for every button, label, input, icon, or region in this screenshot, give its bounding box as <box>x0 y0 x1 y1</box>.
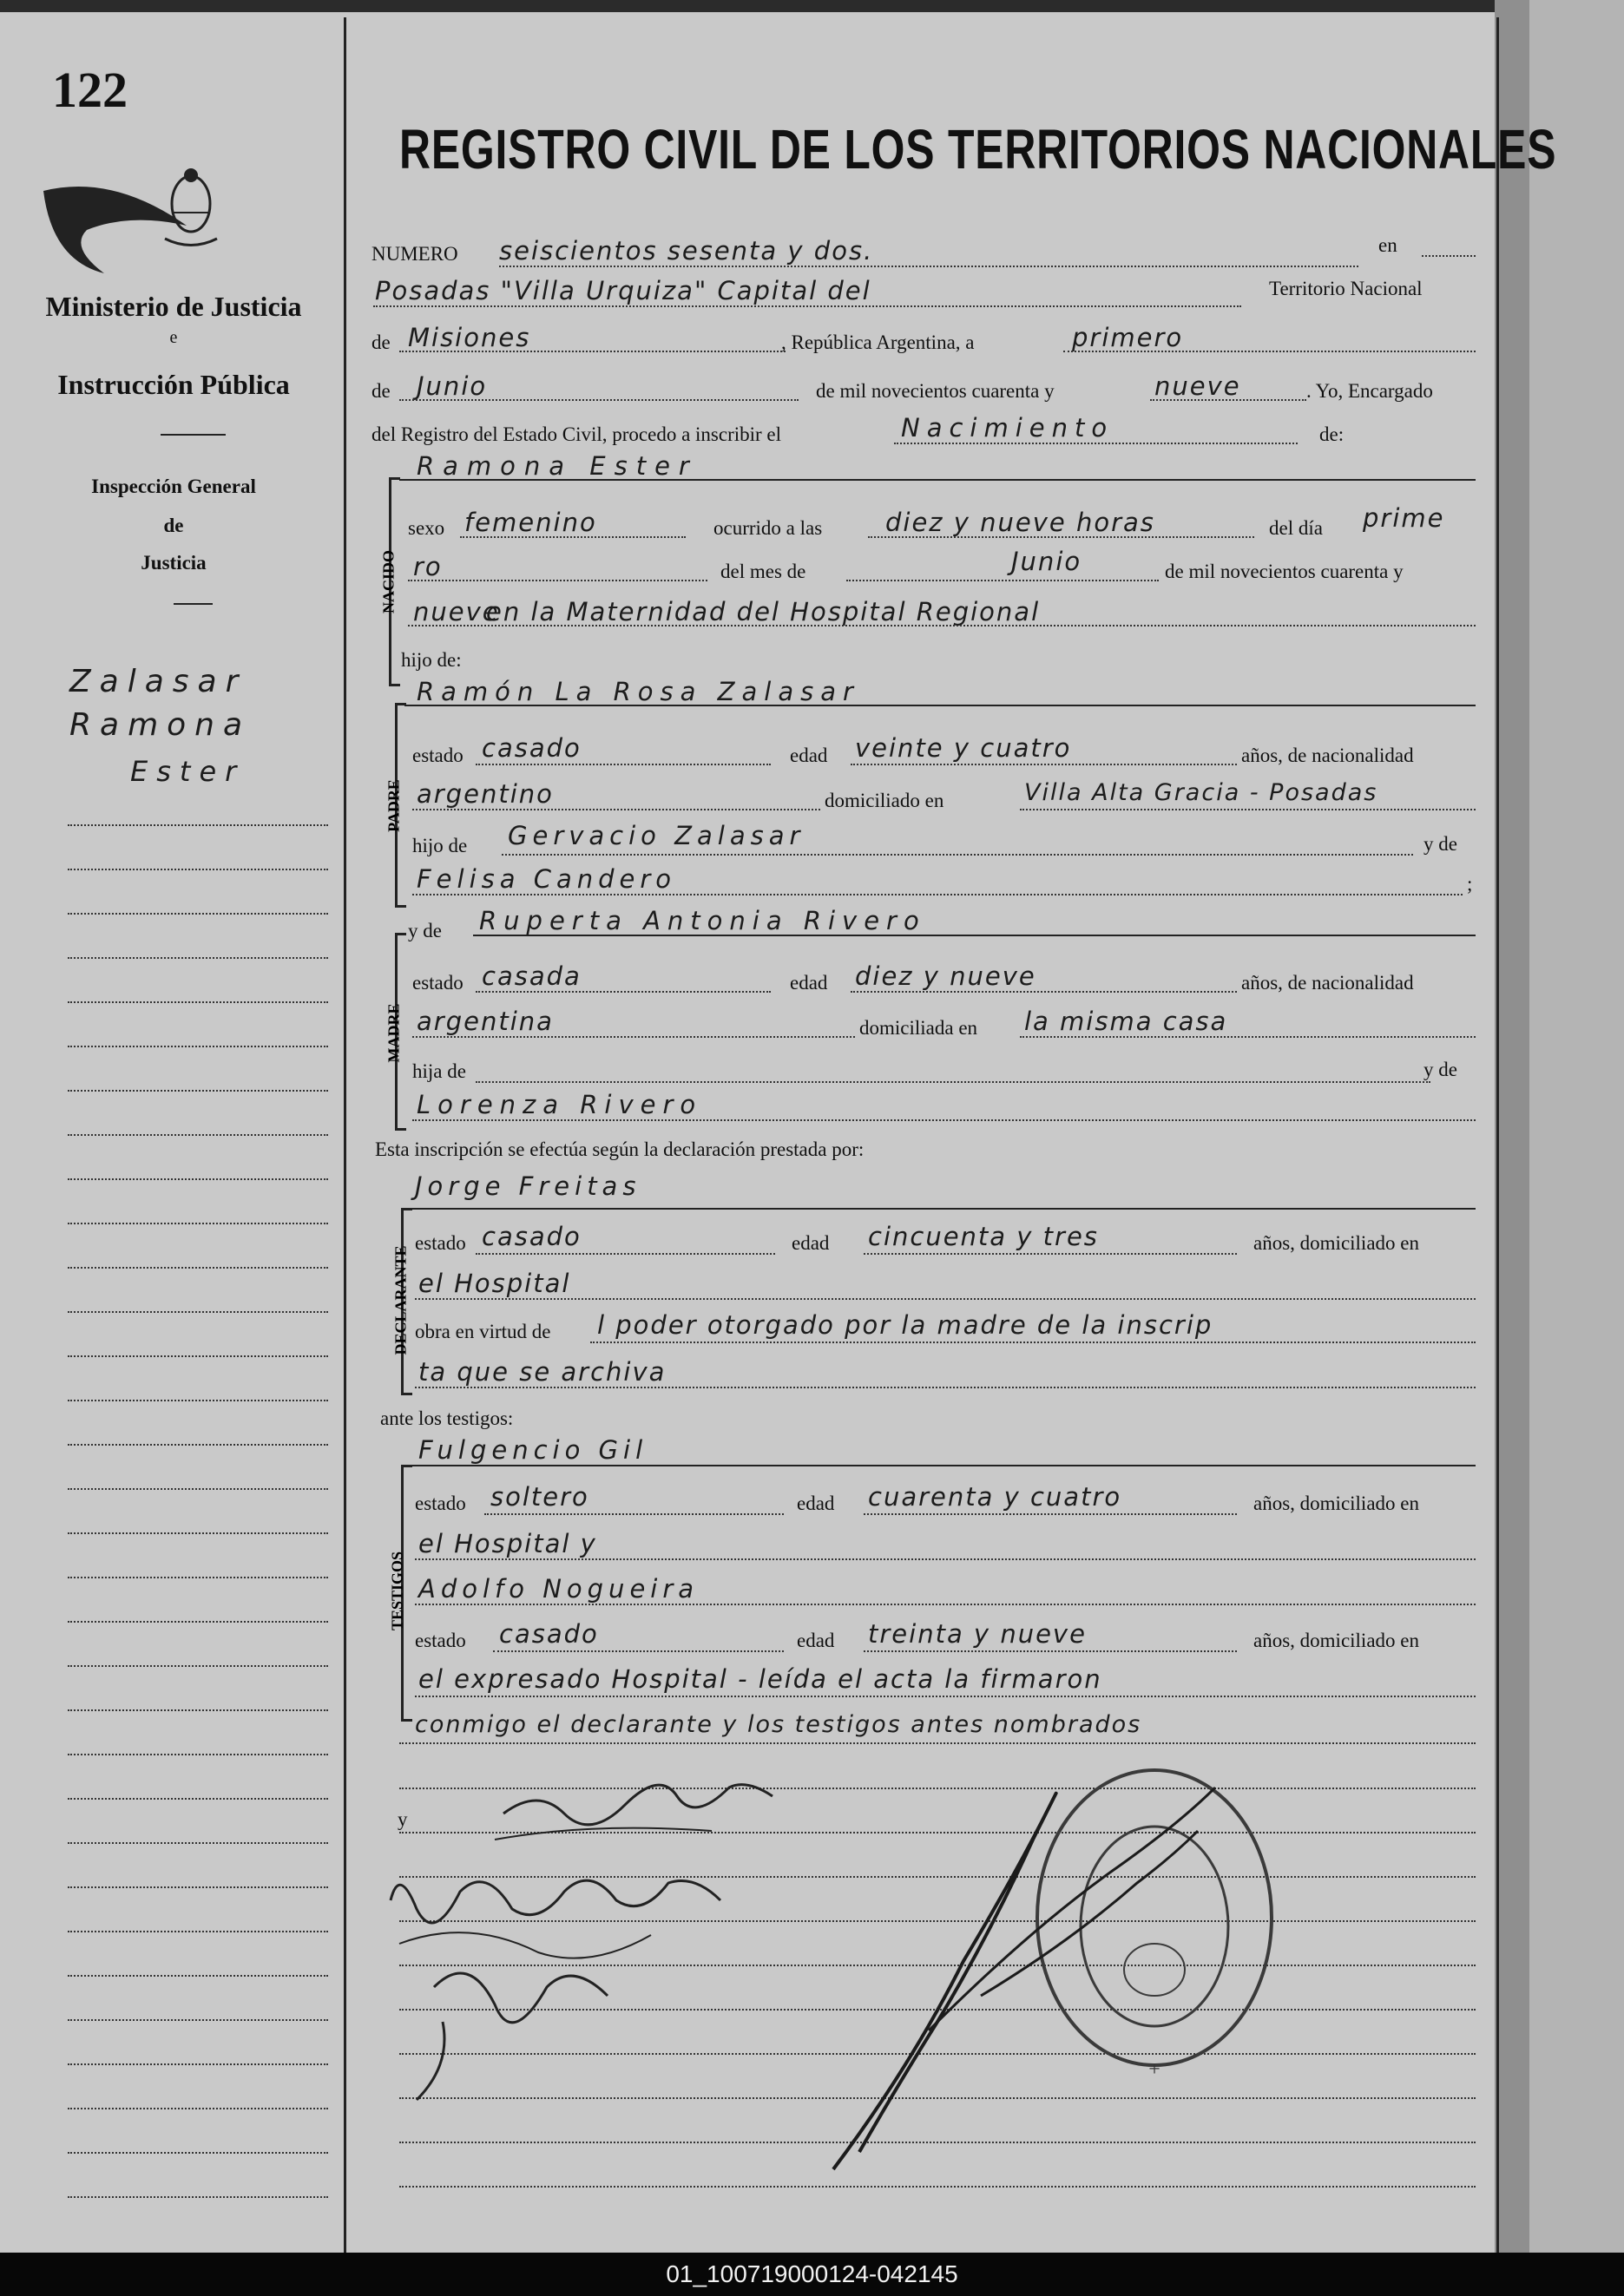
value-testigo2-edad: treinta y nueve <box>868 1619 1087 1649</box>
register-title: REGISTRO CIVIL DE LOS TERRITORIOS NACIONALES <box>399 118 1557 180</box>
label-de-mil: de mil novecientos cuarenta y <box>816 380 1055 402</box>
value-padre-madre: Felisa Candero <box>417 864 677 894</box>
value-padre-estado: casado <box>482 733 582 763</box>
label-republica: , República Argentina, a <box>781 331 975 353</box>
official-signature <box>807 1735 1293 2187</box>
label-sexo: sexo <box>408 517 445 539</box>
ministry-and: e <box>169 328 178 347</box>
margin-ruled-line <box>68 2063 328 2065</box>
value-obra-1: l poder otorgado por la madre de la inscrip <box>597 1310 1213 1340</box>
value-padre-padre: Gervacio Zalasar <box>508 821 805 850</box>
value-cierre-1: el expresado Hospital - leída el acta la firmaron <box>418 1664 1102 1694</box>
label-yo: . Yo, Encargado <box>1306 380 1433 402</box>
label-de-colon: de: <box>1319 423 1345 445</box>
margin-ruled-line <box>68 2152 328 2154</box>
margin-ruled-line <box>68 2108 328 2109</box>
value-testigo1-estado: soltero <box>490 1482 589 1512</box>
label-territorio: Territorio Nacional <box>1269 278 1423 299</box>
value-anio: nueve <box>1154 371 1241 401</box>
value-testigo1-edad: cuarenta y cuatro <box>868 1482 1122 1512</box>
label-semicolon: ; <box>1467 873 1473 895</box>
value-lugar-nac: en la Maternidad del Hospital Regional <box>486 597 1041 626</box>
label-testigo2-edad: edad <box>797 1630 835 1651</box>
label-declaracion: Esta inscripción se efectúa según la declaración prestada por: <box>375 1138 865 1160</box>
ministry-divider <box>161 434 226 436</box>
ministry-line2: Instrucción Pública <box>57 369 290 400</box>
inspection-line2: de <box>163 515 184 536</box>
side-label-testigos: TESTIGOS <box>388 1551 406 1631</box>
value-nacido-nombre: Ramona Ester <box>417 451 698 481</box>
label-declarante-edad: edad <box>792 1232 830 1254</box>
label-padre-hijo-de: hijo de <box>412 835 468 856</box>
value-anio-nac: nueve <box>413 597 500 626</box>
image-identifier: 01_100719000124-042145 <box>0 2253 1624 2296</box>
value-hora: diez y nueve horas <box>885 508 1155 537</box>
value-mes: Junio <box>417 371 488 401</box>
label-de-mil-2: de mil novecientos cuarenta y <box>1165 561 1404 582</box>
page-number: 122 <box>52 62 128 118</box>
value-testigo2-estado: casado <box>499 1619 599 1649</box>
side-label-nacido: NACIDO <box>379 550 398 614</box>
value-declarante-dom: el Hospital <box>418 1269 571 1298</box>
label-madre-y-de-2: y de <box>1423 1059 1457 1080</box>
label-del-mes: del mes de <box>720 561 806 582</box>
label-hijo-de: hijo de: <box>401 649 462 671</box>
next-page-edge <box>1529 0 1624 2253</box>
margin-ruled-line <box>68 1709 328 1711</box>
label-de-2: de <box>371 380 391 402</box>
label-declarante-estado: estado <box>415 1232 466 1254</box>
margin-ruled-line <box>68 2196 328 2198</box>
margin-surname: Zalasar <box>69 664 247 699</box>
label-registro: del Registro del Estado Civil, procedo a inscribir el <box>371 423 782 445</box>
side-label-padre: PADRE <box>385 779 403 832</box>
label-testigo2-anos: años, domiciliado en <box>1253 1630 1419 1651</box>
margin-ruled-line <box>68 1754 328 1755</box>
value-padre-nac: argentino <box>417 779 554 809</box>
side-label-madre: MADRE <box>385 1003 403 1063</box>
margin-ruled-line <box>68 1311 328 1313</box>
value-padre-dom: Villa Alta Gracia - Posadas <box>1024 779 1378 806</box>
margin-ruled-line <box>68 1178 328 1180</box>
value-dia-2: ro <box>413 552 443 581</box>
label-de-1: de <box>371 331 391 353</box>
value-cierre-2: conmigo el declarante y los testigos antes nombrados <box>415 1711 1142 1738</box>
value-sexo: femenino <box>464 508 597 537</box>
value-territorio: Misiones <box>408 323 531 352</box>
margin-ruled-line <box>68 1355 328 1357</box>
coat-of-arms-emblem <box>35 165 295 286</box>
value-declarante-estado: casado <box>482 1222 582 1251</box>
label-testigos: ante los testigos: <box>380 1407 514 1429</box>
margin-ruled-line <box>68 1886 328 1888</box>
label-padre-edad: edad <box>790 745 828 766</box>
label-del-dia: del día <box>1269 517 1323 539</box>
label-testigo1-estado: estado <box>415 1492 466 1514</box>
margin-ruled-line <box>68 1001 328 1003</box>
value-obra-2: ta que se archiva <box>418 1357 667 1387</box>
label-madre-anos: años, de nacionalidad <box>1241 972 1414 994</box>
label-testigo2-estado: estado <box>415 1630 466 1651</box>
margin-ruled-line <box>68 869 328 870</box>
value-dia-1: prime <box>1363 503 1445 533</box>
ministry-line1: Ministerio de Justicia <box>45 291 302 322</box>
margin-ruled-line <box>68 1665 328 1667</box>
label-declarante-anos: años, domiciliado en <box>1253 1232 1419 1254</box>
label-madre-dom: domiciliada en <box>859 1017 978 1039</box>
margin-ruled-line <box>68 2019 328 2021</box>
margin-ruled-line <box>68 1444 328 1446</box>
label-y: y <box>398 1808 408 1830</box>
margin-ruled-line <box>68 1223 328 1224</box>
label-obra: obra en virtud de <box>415 1321 551 1342</box>
right-margin-line <box>1496 17 1499 2253</box>
inspection-divider <box>174 603 213 605</box>
value-madre-nombre: Ruperta Antonia Rivero <box>479 906 926 935</box>
value-dia: primero <box>1072 323 1184 352</box>
label-numero: NUMERO <box>371 243 458 265</box>
margin-ruled-line <box>68 1488 328 1490</box>
book-gutter <box>1495 0 1529 2253</box>
value-madre-estado: casada <box>482 961 582 991</box>
margin-ruled-line <box>68 1842 328 1844</box>
margin-ruled-line <box>68 1621 328 1623</box>
label-en: en <box>1378 234 1397 256</box>
value-testigo1-dom: el Hospital y <box>418 1529 597 1558</box>
side-label-declarante: DECLARANTE <box>391 1245 410 1355</box>
label-padre-y-de: y de <box>1423 833 1457 855</box>
inspection-line3: Justicia <box>141 552 207 574</box>
value-madre-madre: Lorenza Rivero <box>417 1090 703 1119</box>
value-madre-dom: la misma casa <box>1024 1007 1228 1036</box>
label-testigo1-anos: años, domiciliado en <box>1253 1492 1419 1514</box>
margin-second-name: Ester <box>130 755 246 788</box>
value-declarante-nombre: Jorge Freitas <box>415 1171 641 1201</box>
margin-name: Ramona <box>69 707 252 743</box>
value-lugar: Posadas "Villa Urquiza" Capital del <box>375 276 871 305</box>
svg-text:+: + <box>1148 2058 1160 2081</box>
margin-ruled-line <box>68 1975 328 1977</box>
label-padre-dom: domiciliado en <box>825 790 944 811</box>
label-testigo1-edad: edad <box>797 1492 835 1514</box>
label-padre-anos: años, de nacionalidad <box>1241 745 1414 766</box>
margin-ruled-line <box>68 1931 328 1932</box>
label-ocurrido: ocurrido a las <box>713 517 823 539</box>
inspection-line1: Inspección General <box>91 476 256 497</box>
label-padre-estado: estado <box>412 745 464 766</box>
margin-ruled-line <box>68 1577 328 1578</box>
margin-ruled-line <box>68 957 328 959</box>
value-declarante-edad: cincuenta y tres <box>868 1222 1099 1251</box>
value-madre-nac: argentina <box>417 1007 554 1036</box>
label-madre-edad: edad <box>790 972 828 994</box>
margin-ruled-line <box>68 1532 328 1534</box>
value-padre-nombre: Ramón La Rosa Zalasar <box>417 677 860 706</box>
margin-ruled-line <box>68 1090 328 1092</box>
margin-ruled-line <box>68 1267 328 1269</box>
value-madre-edad: diez y nueve <box>855 961 1036 991</box>
margin-ruled-line <box>68 1400 328 1401</box>
value-acto: Nacimiento <box>901 413 1114 443</box>
top-edge <box>0 0 1624 12</box>
label-madre-y-de: y de <box>408 920 442 941</box>
label-madre-hija-de: hija de <box>412 1060 466 1082</box>
value-numero: seiscientos sesenta y dos. <box>499 236 874 266</box>
label-madre-estado: estado <box>412 972 464 994</box>
margin-ruled-line <box>68 1046 328 1047</box>
value-padre-edad: veinte y cuatro <box>855 733 1072 763</box>
margin-ruled-line <box>68 913 328 915</box>
value-testigo2-nombre: Adolfo Nogueira <box>418 1574 700 1604</box>
left-column-divider <box>344 17 346 2253</box>
margin-ruled-line <box>68 824 328 826</box>
value-mes-nac: Junio <box>1011 547 1082 576</box>
value-testigo1-nombre: Fulgencio Gil <box>418 1435 648 1465</box>
margin-ruled-line <box>68 1798 328 1800</box>
margin-ruled-line <box>68 1134 328 1136</box>
